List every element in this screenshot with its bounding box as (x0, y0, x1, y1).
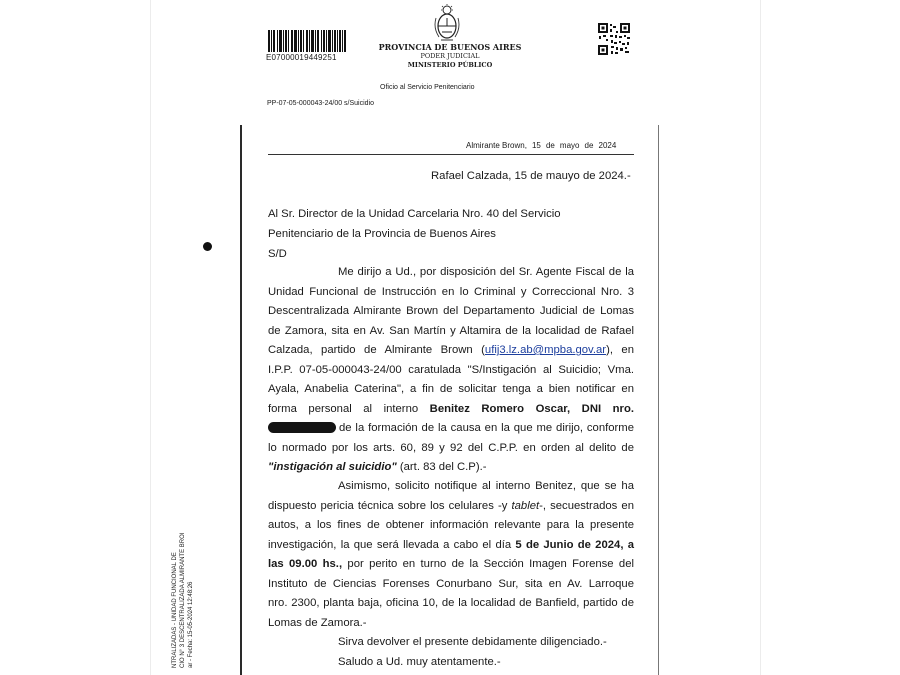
paragraph-line: Me dirijo a Ud., por disposición del Sr. Agente Fiscal de la (338, 266, 634, 278)
paragraph-line: de Zamora, sita en Av. San Martín y Altamira de la localidad de Rafael (268, 325, 634, 337)
inmate-name: Benitez Romero Oscar, DNI nro. (429, 403, 634, 415)
closing-request: Sirva devolver el presente debidamente diligenciado.- (338, 636, 607, 648)
recipient-salutation: S/D (268, 248, 287, 260)
institution-province: PROVINCIA DE BUENOS AIRES (378, 42, 522, 52)
institution-judiciary: PODER JUDICIAL (420, 52, 480, 60)
text-segment: dispuesto pericia técnica sobre los celulares -y (268, 500, 512, 512)
paragraph-line (268, 344, 634, 356)
institution-ministry: MINISTERIO PÚBLICO (407, 61, 493, 69)
barcode-number: E07000019449251 (266, 53, 337, 62)
document-frame-right (658, 125, 659, 675)
paragraph-line (268, 422, 336, 435)
dateline-de: de (545, 141, 555, 150)
paragraph-line (268, 558, 634, 570)
document-type: Oficio al Servicio Penitenciario (380, 84, 475, 91)
dateline-de: de (584, 141, 594, 150)
paragraph-line: nro. 2300, planta baja, oficina 10, de la localidad de Banfield, partido de (268, 597, 634, 609)
paragraph-line: Descentralizada Almirante Brown del Departamento Judicial de Lomas (268, 305, 634, 317)
dateline-day: 15 (531, 141, 541, 150)
dateline-year: 2024 (598, 141, 617, 150)
text-segment: forma personal al interno (268, 403, 430, 415)
scan-edge-right (760, 0, 761, 675)
redaction-mark (268, 422, 336, 433)
institution-heading (360, 43, 540, 70)
scan-edge-left (150, 0, 151, 675)
paragraph-line: autos, a los fines de obtener información relevante para la presente (268, 519, 634, 531)
stamp-line: NTRALIZADAS - UNIDAD FUNCIONAL DE (172, 552, 178, 668)
recipient-line: Al Sr. Director de la Unidad Carcelaria Nro. 40 del Servicio (268, 208, 561, 220)
dateline-city: Almirante Brown, (466, 141, 527, 150)
paragraph-line: Lomas de Zamora.- (268, 617, 367, 629)
dateline (466, 141, 616, 150)
text-segment: -, secuestrados en (539, 500, 634, 512)
email-link[interactable]: ufij3.lz.ab@mpba.gov.ar (484, 344, 607, 356)
text-segment: por perito en turno de la Sección Imagen Forense del (342, 558, 634, 570)
paragraph-line (268, 461, 487, 473)
text-segment: (art. 83 del C.P).- (396, 461, 487, 473)
case-reference: PP-07-05-000043-24/00 s/Suicidio (267, 100, 375, 107)
qr-code-image (597, 22, 631, 56)
paragraph-line: de la formación de la causa en la que me dirijo, conforme (339, 422, 634, 434)
paragraph-line: Unidad Funcional de Instrucción en lo Criminal y Correccional Nro. 3 (268, 286, 634, 298)
text-segment: ), en (606, 344, 634, 356)
stamp-line: CIO N° 3 DESCENTRALIZADA ALMIRANTE BROI (180, 532, 186, 668)
text-segment: Calzada, partido de Almirante Brown ( (268, 344, 485, 356)
header-rule (268, 154, 634, 155)
paragraph-line: Asimismo, solicito notifique al interno Benitez, que se ha (338, 480, 634, 492)
expertise-time: las 09.00 hs., (268, 558, 343, 570)
recipient-line: Penitenciario de la Provincia de Buenos Aires (268, 228, 496, 240)
text-segment-italic: tablet (511, 500, 540, 512)
place-date: Rafael Calzada, 15 de mauyo de 2024.- (431, 170, 631, 182)
expertise-date: 5 de Junio de 2024, a (515, 539, 634, 551)
stamp-line: ar - Fecha: 15-05-2024 12:48:26 (188, 581, 194, 668)
paragraph-line (268, 500, 634, 512)
closing-salutation: Saludo a Ud. muy atentamente.- (338, 656, 501, 668)
text-segment: investigación, la que será llevada a cabo el día (268, 539, 516, 551)
paragraph-line (268, 403, 634, 415)
paragraph-line: I.P.P. 07-05-000043-24/00 caratulada "S/Instigación al Suicidio; Vma. (268, 364, 634, 376)
digital-signature-stamp (160, 532, 320, 668)
offense-name: "instigación al suicidio" (268, 461, 397, 473)
dateline-month: mayo (559, 141, 580, 150)
coat-of-arms-icon (433, 4, 461, 42)
barcode-image (268, 30, 346, 52)
paragraph-line: Ayala, Anabelia Caterina", a fin de solicitar tenga a bien notificar en (268, 383, 634, 395)
paragraph-line (268, 539, 634, 551)
paragraph-line: lo normado por los arts. 60, 89 y 92 del C.P.P. en orden al delito de (268, 442, 634, 454)
paragraph-line: Instituto de Ciencias Forenses Conurbano Sur, sita en Av. Larroque (268, 578, 634, 590)
margin-dot (203, 242, 212, 251)
